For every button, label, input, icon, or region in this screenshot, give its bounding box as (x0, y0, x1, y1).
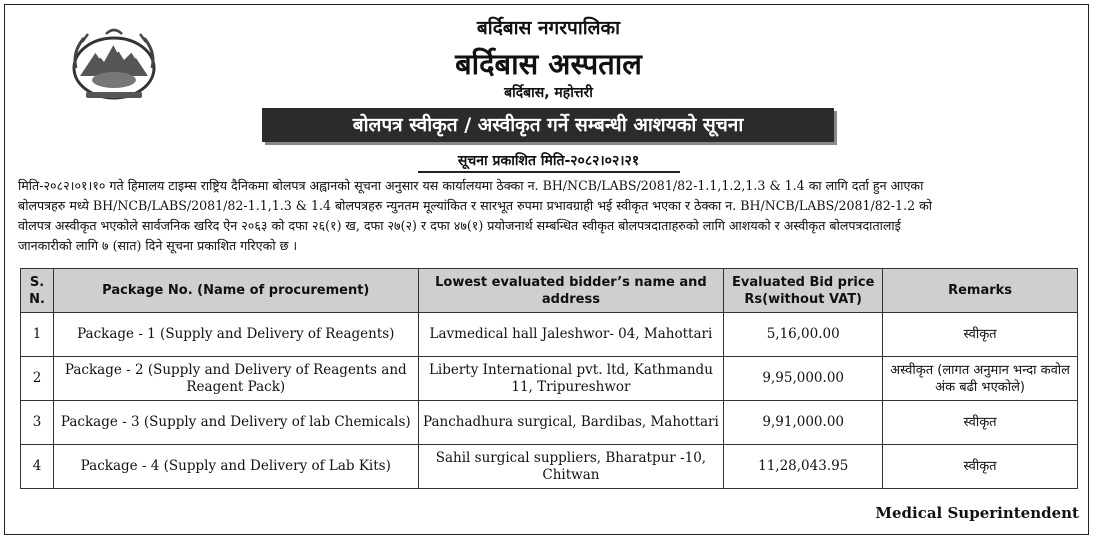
notice-paragraph (18, 176, 1080, 256)
cell-package: Package - 2 (Supply and Delivery of Reagents and Reagent Pack) (53, 357, 418, 401)
hospital-name: बर्दिबास अस्पताल (455, 47, 642, 81)
cell-sn: 3 (21, 401, 54, 445)
table-row (21, 401, 1078, 445)
published-date: सूचना प्रकाशित मिति-२०८२।०२।२१ (457, 153, 640, 169)
bid-results-table (20, 268, 1078, 489)
cell-package: Package - 3 (Supply and Delivery of lab Chemicals) (53, 401, 418, 445)
cell-remarks: स्वीकृत (883, 313, 1078, 357)
cell-sn: 4 (21, 445, 54, 489)
cell-price: 9,95,000.00 (724, 357, 883, 401)
header-price: Evaluated Bid price Rs(without VAT) (724, 269, 883, 313)
published-date-underline (418, 171, 680, 173)
cell-price: 5,16,00.00 (724, 313, 883, 357)
cell-bidder: Liberty International pvt. ltd, Kathmandu 11, Tripureshwor (418, 357, 724, 401)
signatory-title: Medical Superintendent (875, 504, 1079, 522)
table-row (21, 313, 1078, 357)
cell-remarks: स्वीकृत (883, 401, 1078, 445)
cell-price: 9,91,000.00 (724, 401, 883, 445)
table-row (21, 445, 1078, 489)
cell-sn: 2 (21, 357, 54, 401)
paragraph-line: जानकारीको लागि ७ (सात) दिने सूचना प्रकाशित गरिएको छ । (18, 238, 298, 253)
table-row (21, 357, 1078, 401)
header-bidder: Lowest evaluated bidder’s name and address (418, 269, 724, 313)
paragraph-line: मिति-२०८२।०१।१० गते हिमालय टाइम्स राष्ट्रिय दैनिकमा बोलपत्र अह्वानको सूचना अनुसार यस कार्यालयमा ठेक्का न. BH/NCB/LABS/2081/82-1.1,1.2,1.3 & 1.4 का लागि दर्ता हुन आएका (18, 178, 924, 193)
header-sn: S. N. (21, 269, 54, 313)
table-header-row (21, 269, 1078, 313)
cell-remarks: अस्वीकृत (लागत अनुमान भन्दा कवोल अंक बढी भएकोले) (883, 357, 1078, 401)
header-remarks: Remarks (883, 269, 1078, 313)
cell-price: 11,28,043.95 (724, 445, 883, 489)
cell-bidder: Lavmedical hall Jaleshwor- 04, Mahottari (418, 313, 724, 357)
cell-package: Package - 4 (Supply and Delivery of Lab Kits) (53, 445, 418, 489)
cell-bidder: Sahil surgical suppliers, Bharatpur -10, Chitwan (418, 445, 724, 489)
cell-package: Package - 1 (Supply and Delivery of Reagents) (53, 313, 418, 357)
hospital-address: बर्दिबास, महोत्तरी (504, 85, 593, 101)
cell-bidder: Panchadhura surgical, Bardibas, Mahottari (418, 401, 724, 445)
cell-remarks: स्वीकृत (883, 445, 1078, 489)
cell-sn: 1 (21, 313, 54, 357)
paragraph-line: बोलपत्रहरु मध्ये BH/NCB/LABS/2081/82-1.1,1.3 & 1.4 बोलपत्रहरु न्युनतम मूल्यांकित र सारभूत रुपमा प्रभावग्राही भई स्वीकृत भएका र ठेक्का न. BH/NCB/LABS/2081/82-1.2 को (18, 198, 933, 213)
municipality-name: बर्दिबास नगरपालिका (476, 17, 621, 39)
notice-title-banner: बोलपत्र स्वीकृत / अस्वीकृत गर्ने सम्बन्धी आशयको सूचना (262, 108, 834, 142)
paragraph-line: वोलपत्र अस्वीकृत भएकोले सार्वजनिक खरिद ऐन २०६३ को दफा २६(१) ख, दफा २७(२) र दफा ४७(१) प्रयोजनार्थ सम्बन्धित स्वीकृत बोलपत्रदाताहरुको लागि आशयको र अस्वीकृत बोलपत्रदातालाई (18, 218, 901, 233)
header-package: Package No. (Name of procurement) (53, 269, 418, 313)
